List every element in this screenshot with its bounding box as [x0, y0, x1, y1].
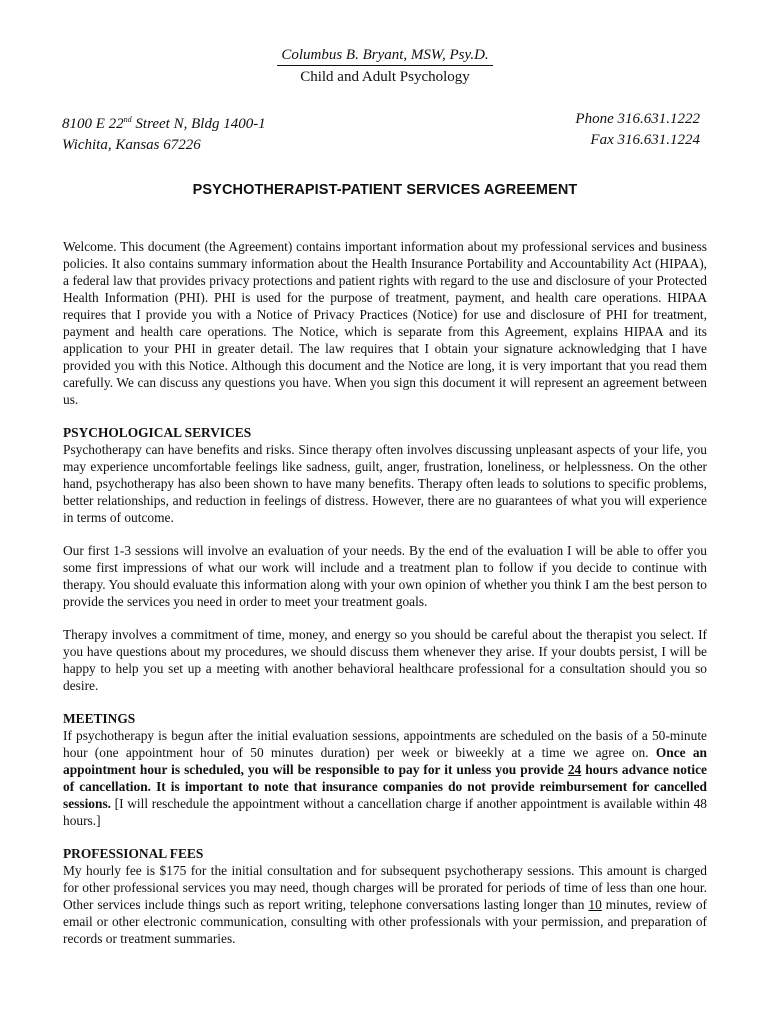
- document-title: PSYCHOTHERAPIST-PATIENT SERVICES AGREEMENT: [192, 182, 578, 198]
- fax-number: Fax 316.631.1224: [590, 132, 700, 148]
- address-line-1: 8100 E 22nd Street N, Bldg 1400-1: [62, 115, 266, 132]
- document-body: [63, 238, 707, 947]
- contact-block: [575, 109, 700, 151]
- section-heading-meetings: MEETINGS: [63, 711, 136, 726]
- address-line-2: Wichita, Kansas 67226: [62, 137, 201, 153]
- section-heading-psychological-services: PSYCHOLOGICAL SERVICES: [63, 425, 252, 440]
- practitioner-name: Columbus B. Bryant, MSW, Psy.D.: [277, 46, 492, 66]
- intro-paragraph: Welcome. This document (the Agreement) contains important information about my professional services and business policies. It also contains summary information about the Health Insurance Portability and Accountability Act (HIPAA), a federal law that provides privacy protections and patient rights with regard to the use and disclosure of your Protected Health Information (PHI). PHI is used for the purpose of treatment, payment, and health care operations. HIPAA requires that I provide you with a Notice of Privacy Practices (Notice) for use and disclosure of PHI for treatment, payment and health care operations. The Notice, which is separate from this Agreement, explains HIPAA and its application to your PHI in greater detail. The law requires that I obtain your signature acknowledging that I have provided you with this Notice. Although this document and the Notice are long, it is very important that you read them carefully. We can discuss any questions you have. When you sign this document it will represent an agreement between us.: [63, 239, 707, 407]
- psych-paragraph-3: Therapy involves a commitment of time, money, and energy so you should be careful about the therapist you select. If you have questions about my procedures, we should discuss them whenever they arise. If your doubts persist, I will be happy to help you set up a meeting with another behavioral healthcare professional for a consultation should you so desire.: [63, 627, 707, 693]
- meetings-paragraph: If psychotherapy is begun after the initial evaluation sessions, appointments are scheduled on the basis of a 50-minute hour (one appointment hour of 50 minutes duration) per week or biweekly at a time we agree on. Once an appointment hour is scheduled, you will be responsible to pay for it unless you provide 24 hours advance notice of cancellation. It is important to note that insurance companies do not provide reimbursement for cancelled sessions. [I will reschedule the appointment without a cancellation charge if another appointment is available within 48 hours.]: [63, 728, 707, 828]
- phone-number: Phone 316.631.1222: [575, 111, 700, 127]
- section-heading-professional-fees: PROFESSIONAL FEES: [63, 846, 204, 861]
- fees-paragraph: My hourly fee is $175 for the initial consultation and for subsequent psychotherapy sessions. This amount is charged for other professional services you may need, though charges will be prorated for periods of time of less than one hour. Other services include things such as report writing, telephone conversations lasting longer than 10 minutes, review of email or other electronic communication, consulting with other professionals with your permission, and preparation of records or treatment summaries.: [63, 863, 707, 946]
- practice-name: Child and Adult Psychology: [300, 69, 470, 85]
- address-block: [62, 109, 266, 156]
- psych-paragraph-2: Our first 1-3 sessions will involve an evaluation of your needs. By the end of the evaluation I will be able to offer you some first impressions of what our work will include and a treatment plan to follow if you decide to continue with therapy. You should evaluate this information along with your own opinion of whether you think I am the best person to provide the services you need in order to meet your treatment goals.: [63, 543, 707, 609]
- letterhead: [0, 46, 770, 87]
- psych-paragraph-1: Psychotherapy can have benefits and risks. Since therapy often involves discussing unpleasant aspects of your life, you may experience uncomfortable feelings like sadness, guilt, anger, frustration, loneliness, or helplessness. On the other hand, psychotherapy has also been shown to have many benefits. Therapy often leads to solutions to specific problems, better relationships, and reduction in feelings of distress. However, there are no guarantees of what you will experience in terms of outcome.: [63, 442, 707, 525]
